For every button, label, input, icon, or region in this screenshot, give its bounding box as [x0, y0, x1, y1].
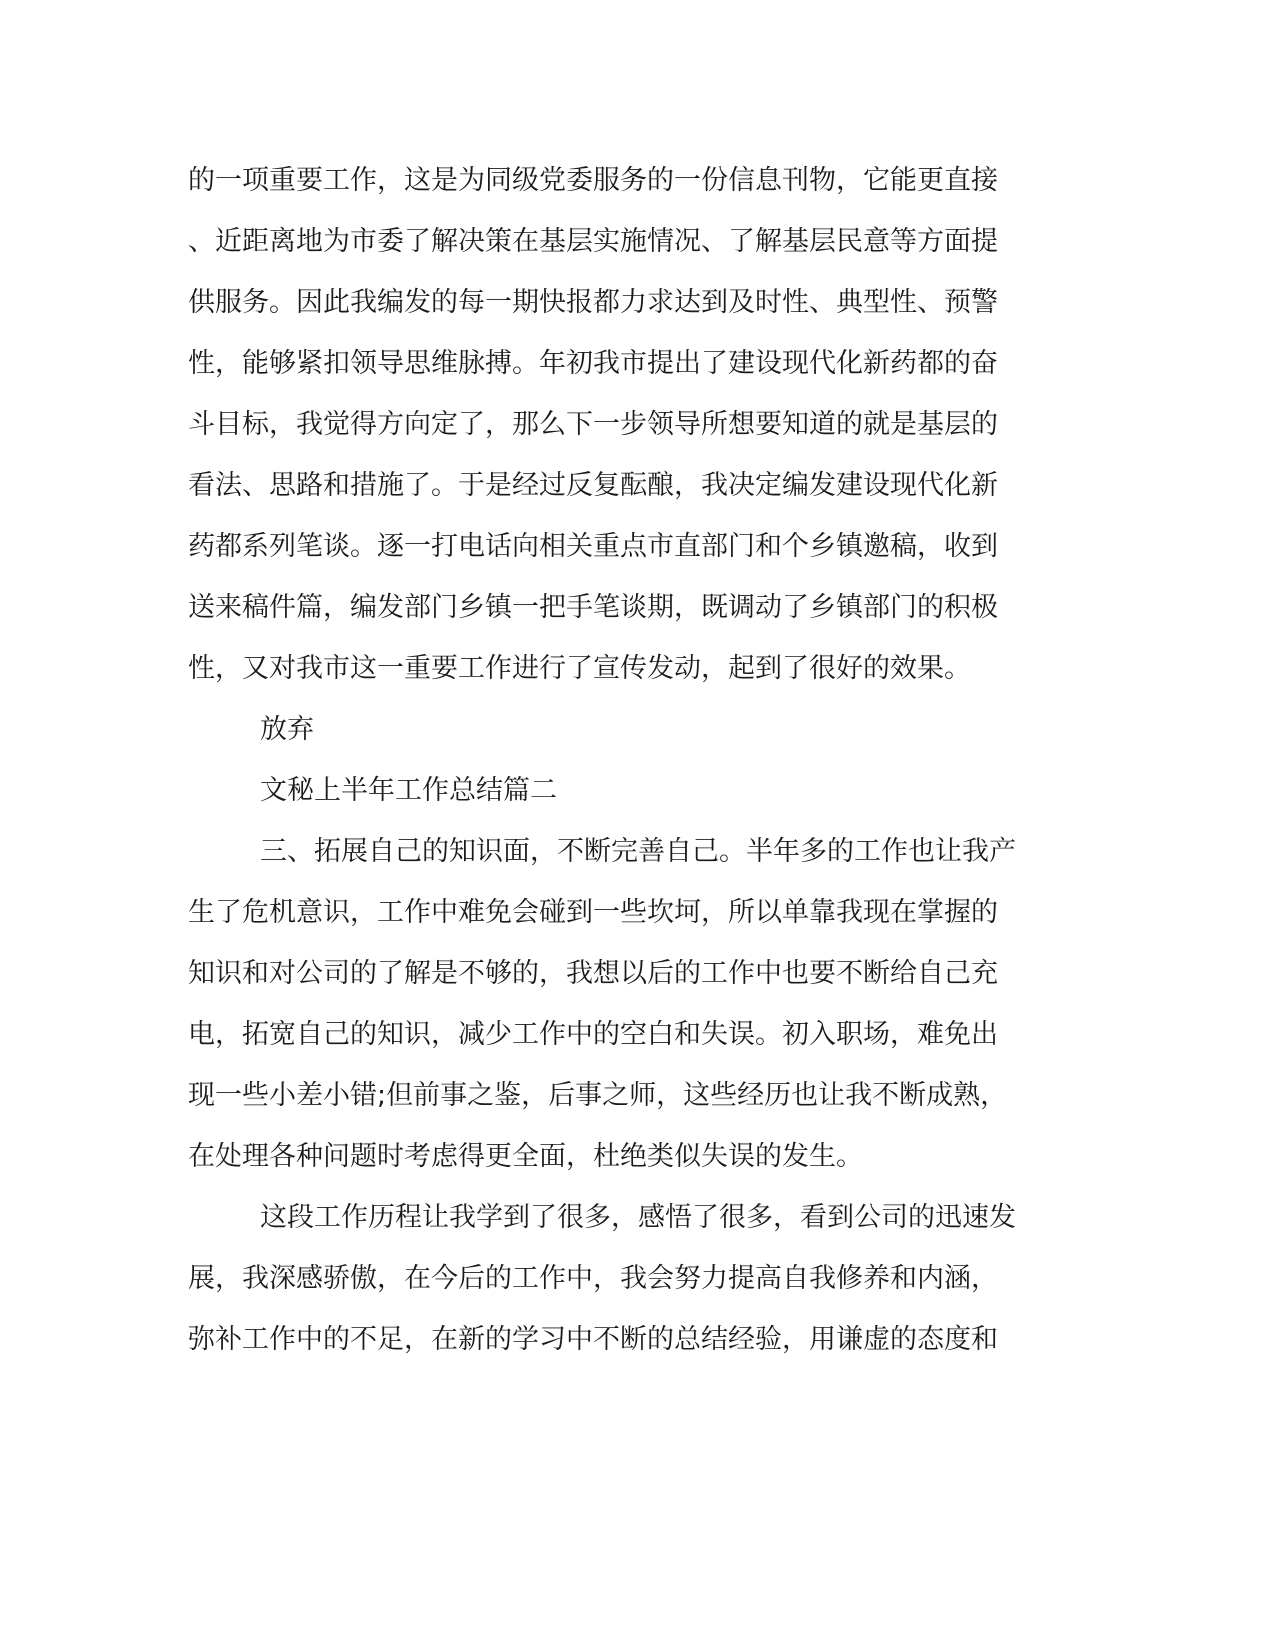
text-line: 供服务。因此我编发的每一期快报都力求达到及时性、典型性、预警 [188, 287, 998, 318]
text-line: 弥补工作中的不足，在新的学习中不断的总结经验，用谦虚的态度和 [188, 1324, 998, 1355]
text-line: 展，我深感骄傲，在今后的工作中，我会努力提高自我修养和内涵， [188, 1263, 998, 1294]
text-line: 知识和对公司的了解是不够的，我想以后的工作中也要不断给自己充 [188, 958, 998, 989]
document-body [188, 150, 1068, 1370]
text-line: 斗目标，我觉得方向定了，那么下一步领导所想要知道的就是基层的 [188, 409, 998, 440]
paragraph-first-line: 三、拓展自己的知识面，不断完善自己。半年多的工作也让我产 [260, 836, 1016, 867]
text-line: 的一项重要工作，这是为同级党委服务的一份信息刊物，它能更直接 [188, 165, 998, 196]
paragraph-first-line: 这段工作历程让我学到了很多，感悟了很多，看到公司的迅速发 [260, 1202, 1016, 1233]
text-line: 性，能够紧扣领导思维脉搏。年初我市提出了建设现代化新药都的奋 [188, 348, 998, 379]
text-line: 电，拓宽自己的知识，减少工作中的空白和失误。初入职场，难免出 [188, 1019, 998, 1050]
text-line: 生了危机意识，工作中难免会碰到一些坎坷，所以单靠我现在掌握的 [188, 897, 998, 928]
text-line: 看法、思路和措施了。于是经过反复酝酿，我决定编发建设现代化新 [188, 470, 998, 501]
text-line: 送来稿件篇，编发部门乡镇一把手笔谈期，既调动了乡镇部门的积极 [188, 592, 998, 623]
text-line: 、近距离地为市委了解决策在基层实施情况、了解基层民意等方面提 [188, 226, 998, 257]
text-line: 性，又对我市这一重要工作进行了宣传发动，起到了很好的效果。 [188, 653, 971, 684]
text-line: 药都系列笔谈。逐一打电话向相关重点市直部门和个乡镇邀稿，收到 [188, 531, 998, 562]
text-line: 现一些小差小错;但前事之鉴，后事之师，这些经历也让我不断成熟， [188, 1080, 1008, 1111]
section-label: 放弃 [260, 714, 314, 745]
text-line: 在处理各种问题时考虑得更全面，杜绝类似失误的发生。 [188, 1141, 863, 1172]
section-heading: 文秘上半年工作总结篇二 [260, 775, 557, 806]
